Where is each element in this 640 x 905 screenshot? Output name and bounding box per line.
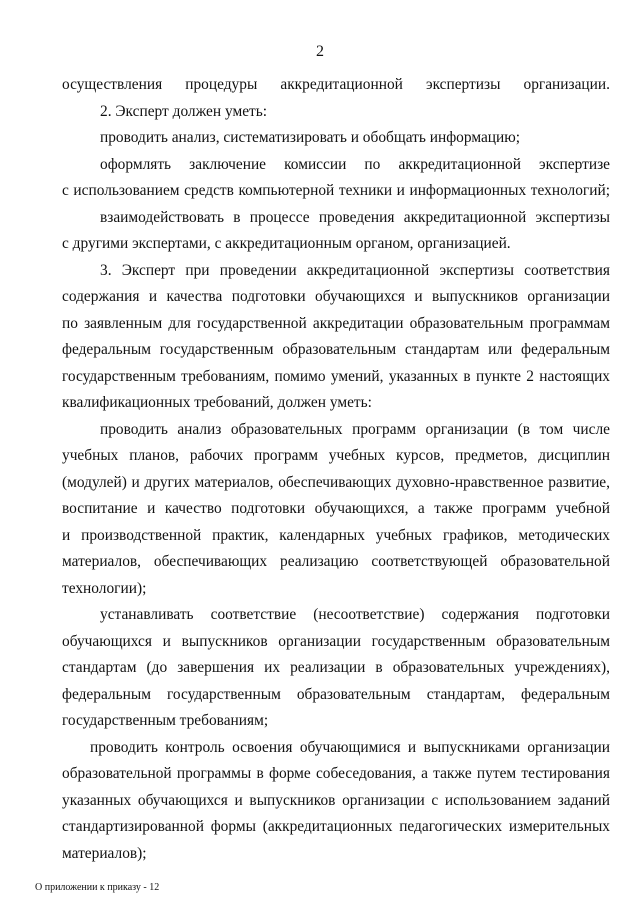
text-line: материалов, обеспечивающих реализацию соответствующей образовательной <box>62 553 610 570</box>
text-line: обучающихся и выпускников организации государственным образовательным <box>62 632 610 650</box>
text-line: осуществления процедуры аккредитационной экспертизы организации. <box>62 76 610 93</box>
text-line: воспитание и качество подготовки обучающихся, а также программ учебной <box>62 500 610 517</box>
text-line: проводить контроль освоения обучающимися и выпускниками организации <box>90 738 610 756</box>
text-line: стандартизированной формы (аккредитационных педагогических измерительных <box>62 818 610 835</box>
page-footer: О приложении к приказу - 12 <box>35 882 160 893</box>
document-body <box>62 72 610 867</box>
text-line: материалов); <box>62 844 147 862</box>
text-line: образовательной программы в форме собеседования, а также путем тестирования <box>62 765 610 782</box>
text-line: с другими экспертами, с аккредитационным органом, организацией. <box>62 235 511 252</box>
text-line: проводить анализ, систематизировать и обобщать информацию; <box>100 129 521 146</box>
text-line: и производственной практик, календарных учебных графиков, методических <box>62 526 610 544</box>
text-line: оформлять заключение комиссии по аккредитационной экспертизе <box>100 155 610 173</box>
text-line: взаимодействовать в процессе проведения аккредитационной экспертизы <box>100 208 610 226</box>
text-line: стандартам (до завершения их реализации в образовательных учреждениях), <box>62 659 610 676</box>
text-line: федеральным государственным образовательным стандартам, федеральным <box>62 685 610 703</box>
text-line: федеральным государственным образовательным стандартам или федеральным <box>62 341 610 358</box>
text-line: 3. Эксперт при проведении аккредитационной экспертизы соответствия <box>100 261 610 279</box>
text-line: (модулей) и других материалов, обеспечивающих духовно-нравственное развитие, <box>62 473 610 491</box>
text-line: государственным требованиям, помимо умений, указанных в пункте 2 настоящих <box>62 367 610 385</box>
text-line: указанных обучающихся и выпускников организации с использованием заданий <box>62 791 610 809</box>
text-line: технологии); <box>62 579 147 597</box>
text-line: по заявленным для государственной аккредитации образовательным программам <box>62 314 610 332</box>
text-line: учебных планов, рабочих программ учебных курсов, предметов, дисциплин <box>62 447 610 464</box>
text-line: 2. Эксперт должен уметь: <box>100 102 268 120</box>
text-line: с использованием средств компьютерной техники и информационных технологий; <box>62 182 610 199</box>
text-line: проводить анализ образовательных программ организации (в том числе <box>100 420 610 438</box>
text-line: содержания и качества подготовки обучающихся и выпускников организации <box>62 288 610 305</box>
text-line: квалификационных требований, должен уметь: <box>62 394 372 411</box>
page-number: 2 <box>316 43 324 60</box>
text-line: государственным требованиям; <box>62 712 269 729</box>
text-line: устанавливать соответствие (несоответствие) содержания подготовки <box>100 606 610 623</box>
